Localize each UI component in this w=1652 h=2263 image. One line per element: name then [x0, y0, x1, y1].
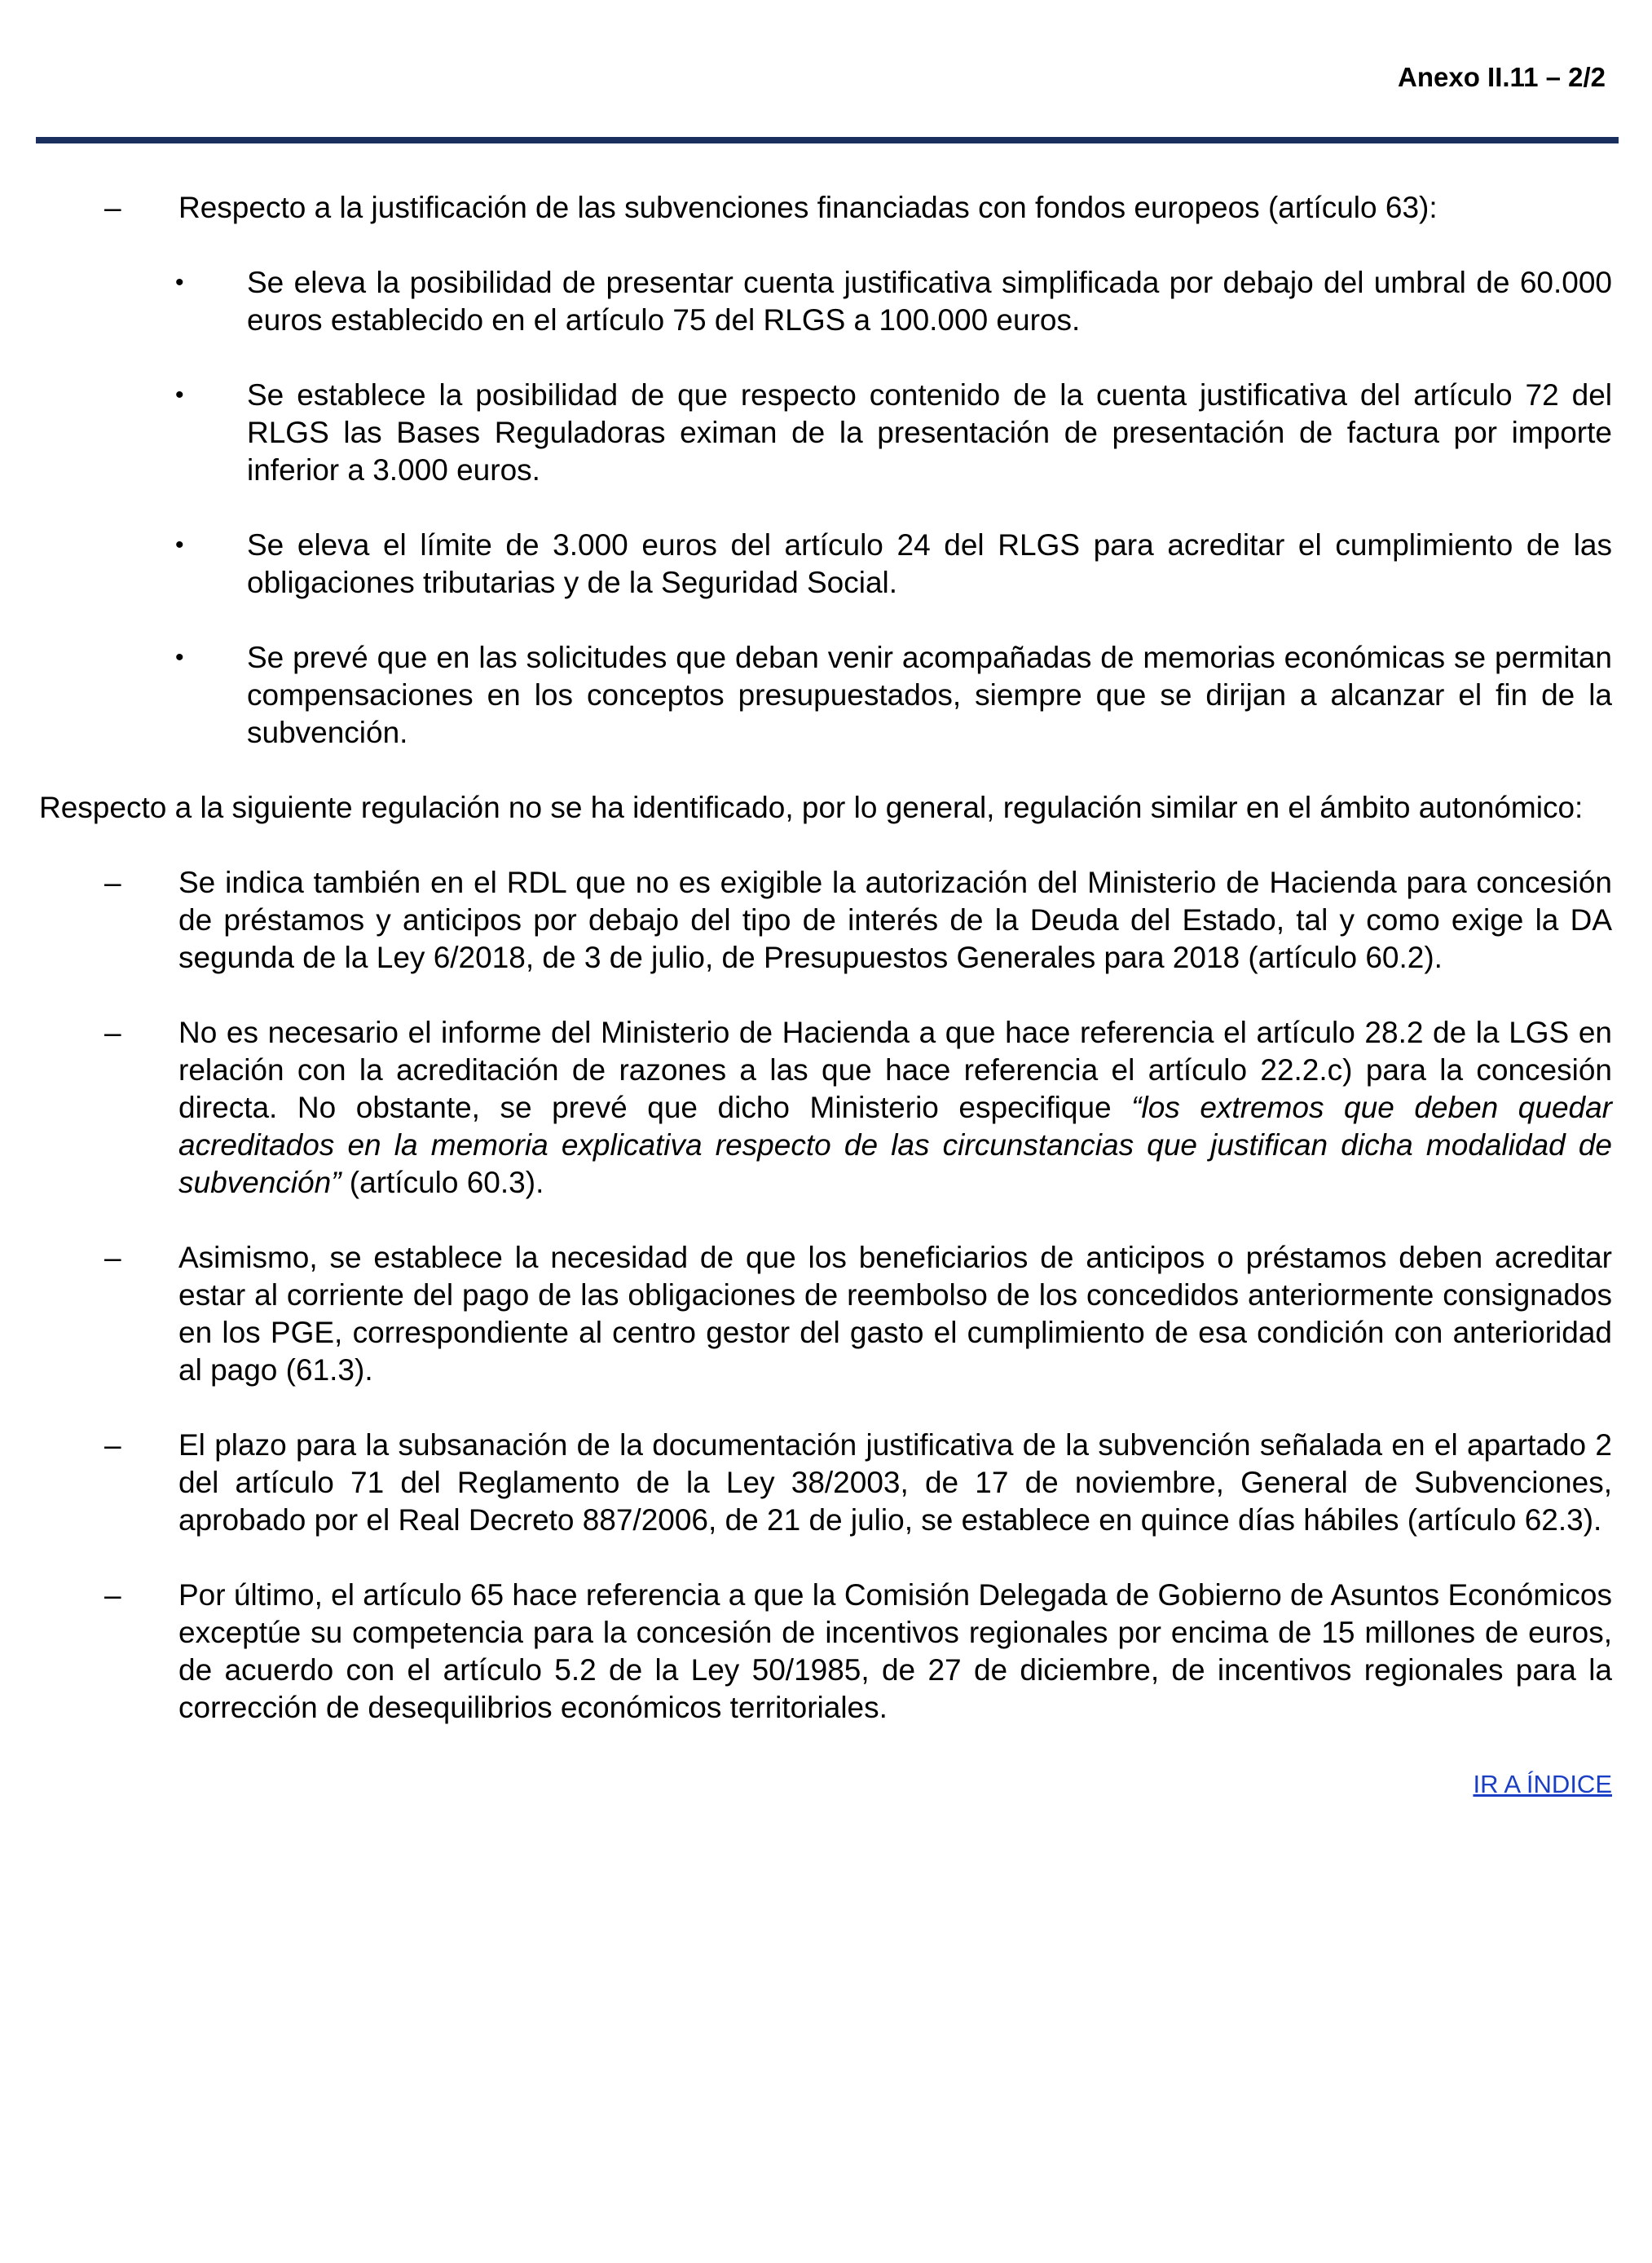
bullet-marker: • — [175, 269, 184, 296]
bullet-item — [39, 639, 1612, 752]
dash-marker: – — [104, 1241, 121, 1274]
list-item — [39, 1014, 1612, 1202]
list-item — [39, 1427, 1612, 1539]
index-link[interactable]: IR A ÍNDICE — [1473, 1770, 1612, 1798]
bullet-item — [39, 527, 1612, 602]
dash-marker: – — [104, 1016, 121, 1049]
list-item-text-end: (artículo 60.3). — [341, 1166, 544, 1199]
list-item-text: Se indica también en el RDL que no es exigible la autorización del Ministerio de Hacienda para concesión de préstamos y anticipos por debajo del tipo de interés de la Deuda del Estado, tal y como exige la DA segunda de la Ley 6/2018, de 3 de julio, de Presupuestos Generales para 2018 (artículo 60.2). — [178, 866, 1612, 974]
dash-marker: – — [104, 866, 121, 899]
list-item-text-start: No es necesario el informe del Ministerio de Hacienda a que hace referencia el artículo 28.2 de la LGS en relación con la acreditación de razones a las que hace referencia el artículo 22.2.c) para la concesión directa. No obstante, se prevé que dicho Ministerio especifique — [178, 1016, 1612, 1124]
bullet-item — [39, 264, 1612, 339]
list-item-fondos-europeos — [39, 189, 1612, 752]
dash-marker: – — [104, 1578, 121, 1612]
list-item-text — [178, 1016, 1612, 1199]
list-item-text: Por último, el artículo 65 hace referencia a que la Comisión Delegada de Gobierno de Asuntos Económicos exceptúe su competencia para la concesión de incentivos regionales por encima de 15 millones de euros, de acuerdo con el artículo 5.2 de la Ley 50/1985, de 27 de diciembre, de incentivos regionales para la corrección de desequilibrios económicos territoriales. — [178, 1578, 1612, 1724]
document-body — [39, 189, 1612, 1803]
italic-quote: “los extremos que deben quedar acreditados en la memoria explicativa respecto de las circunstancias que justifican dicha modalidad de subvención” — [178, 1091, 1612, 1199]
header-divider — [36, 137, 1619, 143]
bullet-text: Se eleva el límite de 3.000 euros del artículo 24 del RLGS para acreditar el cumplimiento de las obligaciones tributarias y de la Seguridad Social. — [247, 528, 1612, 599]
list-item-text: Asimismo, se establece la necesidad de que los beneficiarios de anticipos o préstamos deben acreditar estar al corriente del pago de las obligaciones de reembolso de los concedidos anteriormente consignados en los PGE, correspondiente al centro gestor del gasto el cumplimiento de esa condición con anterioridad al pago (61.3). — [178, 1241, 1612, 1387]
bullet-item — [39, 377, 1612, 489]
dash-marker: – — [104, 1428, 121, 1462]
list-item — [39, 1577, 1612, 1727]
page-header-title: Anexo II.11 – 2/2 — [1398, 62, 1606, 92]
bullet-marker: • — [175, 532, 184, 558]
dash-marker: – — [104, 191, 121, 224]
bullet-text: Se prevé que en las solicitudes que deban venir acompañadas de memorias económicas se permitan compensaciones en los conceptos presupuestados, siempre que se dirijan a alcanzar el fin de la subvención. — [247, 641, 1612, 749]
bullet-text: Se establece la posibilidad de que respecto contenido de la cuenta justificativa del artículo 72 del RLGS las Bases Reguladoras eximan de la presentación de presentación de factura por importe inferior a 3.000 euros. — [247, 378, 1612, 487]
list-item — [39, 864, 1612, 977]
bullet-list — [39, 264, 1612, 752]
body-paragraph: Respecto a la siguiente regulación no se ha identificado, por lo general, regulación similar en el ámbito autonómico: — [39, 791, 1584, 824]
bullet-text: Se eleva la posibilidad de presentar cuenta justificativa simplificada por debajo del umbral de 60.000 euros establecido en el artículo 75 del RLGS a 100.000 euros. — [247, 266, 1612, 337]
list-item-text: El plazo para la subsanación de la documentación justificativa de la subvención señalada en el apartado 2 del artículo 71 del Reglamento de la Ley 38/2003, de 17 de noviembre, General de Subvenciones, aprobado por el Real Decreto 887/2006, de 21 de julio, se establece en quince días hábiles (artículo 62.3). — [178, 1428, 1612, 1537]
bullet-marker: • — [175, 382, 184, 408]
list-item — [39, 1239, 1612, 1389]
list-item-text: Respecto a la justificación de las subvenciones financiadas con fondos europeos (artículo 63): — [178, 191, 1438, 224]
bullet-marker: • — [175, 644, 184, 671]
footer-link-container — [39, 1764, 1612, 1803]
